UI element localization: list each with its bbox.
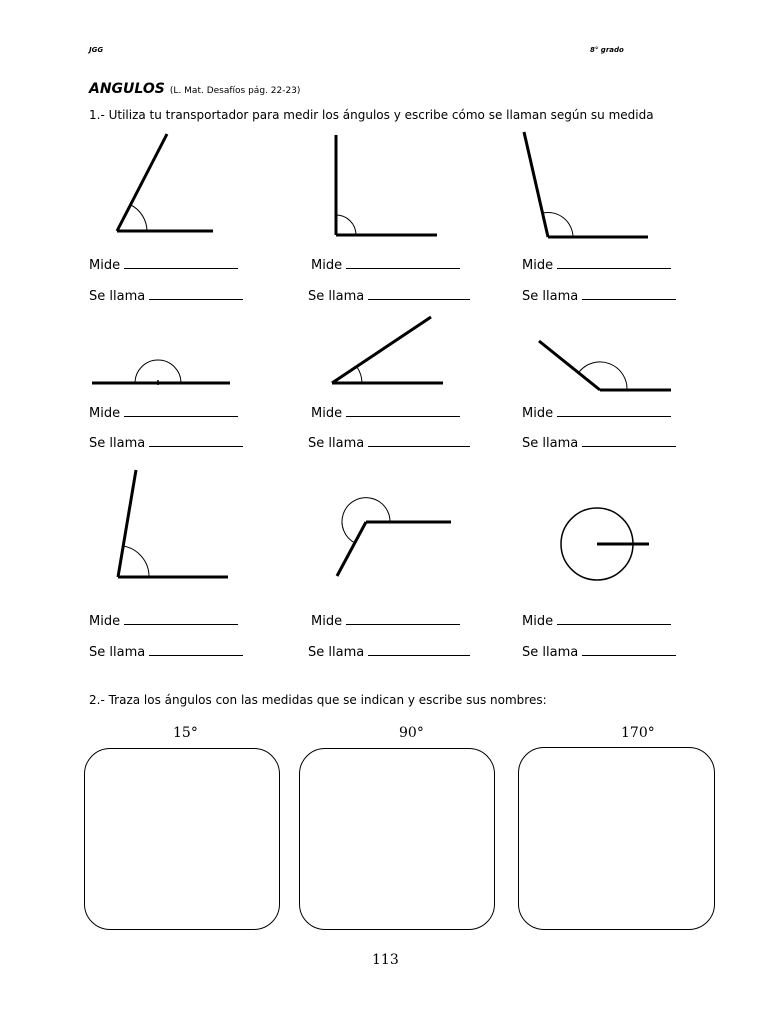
mide-label-6: Mide	[522, 403, 671, 421]
answer-line[interactable]	[124, 611, 238, 625]
mide-label-8: Mide	[311, 611, 460, 629]
answer-line[interactable]	[557, 403, 671, 417]
angle-figure-1	[117, 134, 213, 231]
sellama-label-3: Se llama	[522, 286, 676, 304]
mide-label-5: Mide	[311, 403, 460, 421]
answer-line[interactable]	[557, 255, 671, 269]
page-number: 113	[372, 952, 399, 968]
mide-label-1: Mide	[89, 255, 238, 273]
box-label-170: 170°	[621, 725, 655, 741]
answer-line[interactable]	[368, 642, 470, 656]
answer-line[interactable]	[582, 642, 676, 656]
answer-line[interactable]	[582, 433, 676, 447]
drawing-box-90[interactable]	[299, 748, 495, 930]
answer-line[interactable]	[557, 611, 671, 625]
answer-line[interactable]	[124, 255, 238, 269]
sellama-label-2: Se llama	[308, 286, 470, 304]
drawing-box-15[interactable]	[84, 748, 280, 930]
answer-line[interactable]	[346, 611, 460, 625]
mide-label-3: Mide	[522, 255, 671, 273]
angle-figure-7	[118, 470, 228, 577]
answer-line[interactable]	[124, 403, 238, 417]
angle-figure-2	[336, 135, 437, 235]
answer-line[interactable]	[346, 255, 460, 269]
question-2-text: 2.- Traza los ángulos con las medidas que se indican y escribe sus nombres:	[89, 693, 547, 707]
answer-line[interactable]	[582, 286, 676, 300]
sellama-label-6: Se llama	[522, 433, 676, 451]
header-grade: 8° grado	[590, 46, 624, 54]
answer-line[interactable]	[149, 642, 243, 656]
drawing-box-170[interactable]	[518, 747, 715, 930]
question-1-text: 1.- Utiliza tu transportador para medir los ángulos y escribe cómo se llaman según su medida	[89, 108, 654, 122]
mide-label-2: Mide	[311, 255, 460, 273]
mide-label-7: Mide	[89, 611, 238, 629]
angle-figure-6	[539, 341, 671, 390]
sellama-label-4: Se llama	[89, 433, 243, 451]
answer-line[interactable]	[368, 433, 470, 447]
answer-line[interactable]	[346, 403, 460, 417]
angle-figure-5	[332, 317, 443, 383]
sellama-label-5: Se llama	[308, 433, 470, 451]
answer-line[interactable]	[149, 433, 243, 447]
title-reference: (L. Mat. Desafíos pág. 22-23)	[169, 86, 301, 96]
angle-figure-9	[561, 508, 649, 580]
angle-figure-8	[337, 498, 451, 576]
angle-figure-4	[92, 360, 230, 385]
sellama-label-1: Se llama	[89, 286, 243, 304]
mide-label-9: Mide	[522, 611, 671, 629]
answer-line[interactable]	[368, 286, 470, 300]
title-main: ANGULOS	[89, 81, 165, 97]
sellama-label-9: Se llama	[522, 642, 676, 660]
angle-figure-3	[524, 132, 648, 237]
answer-line[interactable]	[149, 286, 243, 300]
box-label-15: 15°	[173, 725, 198, 741]
mide-label-4: Mide	[89, 403, 238, 421]
sellama-label-7: Se llama	[89, 642, 243, 660]
sellama-label-8: Se llama	[308, 642, 470, 660]
header-initials: JGG	[89, 46, 104, 54]
box-label-90: 90°	[399, 725, 424, 741]
